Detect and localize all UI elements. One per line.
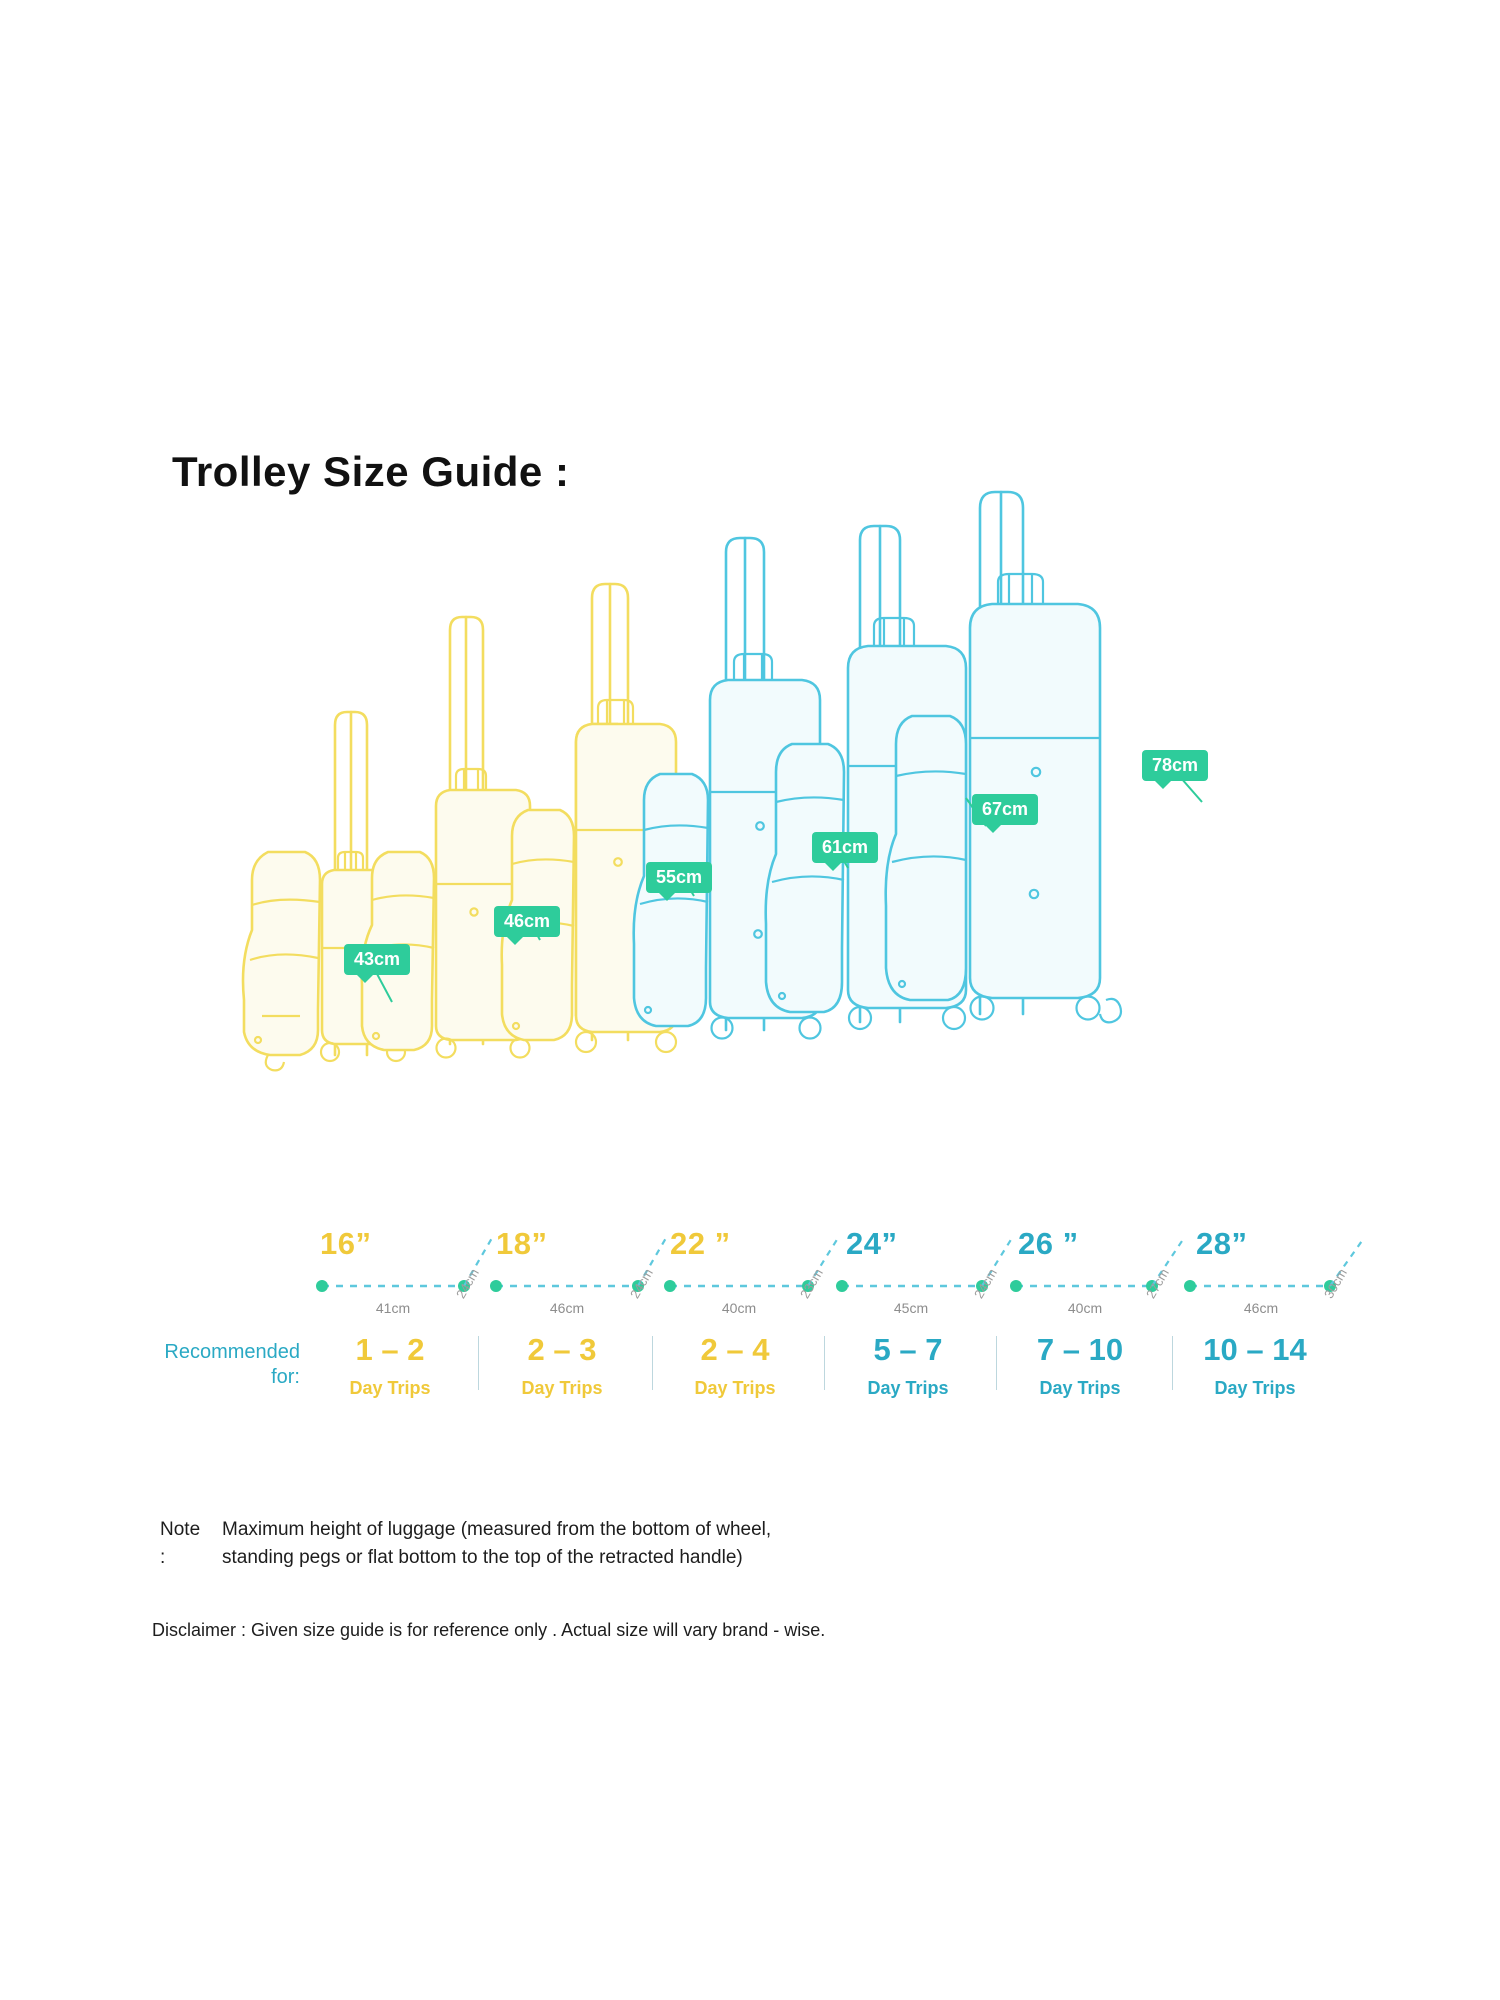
column-divider-4 bbox=[996, 1336, 997, 1390]
size-label-16in: 16” bbox=[320, 1226, 372, 1261]
width-label-26in: 40cm bbox=[1067, 1300, 1103, 1316]
recommended-for-label bbox=[140, 1340, 300, 1390]
days-text-22in: Day Trips bbox=[694, 1378, 776, 1398]
depth-label-26in: 27cm bbox=[1143, 1265, 1172, 1301]
callout-78cm: 78cm bbox=[1142, 750, 1208, 781]
luggage-28in bbox=[886, 492, 1121, 1022]
callout-46cm: 46cm bbox=[494, 906, 560, 937]
days-text-18in: Day Trips bbox=[521, 1378, 603, 1398]
recommended-for-line2: for: bbox=[271, 1366, 300, 1388]
days-text-16in: Day Trips bbox=[349, 1378, 431, 1398]
width-label-28in: 46cm bbox=[1243, 1300, 1279, 1316]
callout-61cm: 61cm bbox=[812, 832, 878, 863]
note-body bbox=[222, 1516, 982, 1571]
depth-label-28in: 30cm bbox=[1321, 1265, 1350, 1301]
size-label-24in: 24” bbox=[846, 1226, 898, 1261]
page-title: Trolley Size Guide : bbox=[172, 448, 570, 495]
days-number-28in: 10 – 14 bbox=[1203, 1332, 1307, 1367]
callout-67cm: 67cm bbox=[972, 794, 1038, 825]
days-number-18in: 2 – 3 bbox=[527, 1332, 597, 1367]
days-number-24in: 5 – 7 bbox=[873, 1332, 943, 1367]
days-number-26in: 7 – 10 bbox=[1036, 1332, 1124, 1367]
note-label: Note : bbox=[160, 1519, 201, 1568]
callout-43cm: 43cm bbox=[344, 944, 410, 975]
size-label-28in: 28” bbox=[1196, 1226, 1248, 1261]
width-label-16in: 41cm bbox=[375, 1300, 411, 1316]
column-divider-5 bbox=[1172, 1336, 1173, 1390]
size-label-26in: 26 ” bbox=[1018, 1226, 1079, 1261]
column-divider-3 bbox=[824, 1336, 825, 1390]
depth-label-22in: 23cm bbox=[797, 1265, 826, 1301]
note-line-2: standing pegs or flat bottom to the top of the retracted handle) bbox=[222, 1546, 743, 1568]
days-number-22in: 2 – 4 bbox=[700, 1332, 770, 1367]
callout-55cm: 55cm bbox=[646, 862, 712, 893]
days-number-16in: 1 – 2 bbox=[355, 1332, 425, 1367]
column-divider-1 bbox=[478, 1336, 479, 1390]
recommended-for-line1: Recommended bbox=[164, 1341, 300, 1363]
days-text-26in: Day Trips bbox=[1039, 1378, 1121, 1398]
days-text-24in: Day Trips bbox=[867, 1378, 949, 1398]
width-label-18in: 46cm bbox=[549, 1300, 585, 1316]
depth-label-18in: 24cm bbox=[627, 1265, 656, 1301]
depth-label-24in: 24cm bbox=[971, 1265, 1000, 1301]
width-label-22in: 40cm bbox=[721, 1300, 757, 1316]
disclaimer-text: Disclaimer : Given size guide is for reference only . Actual size will vary brand - wise. bbox=[152, 1620, 826, 1640]
size-label-22in: 22 ” bbox=[670, 1226, 731, 1261]
note-line-1: Maximum height of luggage (measured from the bottom of wheel, bbox=[222, 1519, 772, 1540]
days-text-28in: Day Trips bbox=[1214, 1378, 1296, 1398]
column-divider-2 bbox=[652, 1336, 653, 1390]
width-label-24in: 45cm bbox=[893, 1300, 929, 1316]
size-label-18in: 18” bbox=[496, 1226, 548, 1261]
depth-label-16in: 24cm bbox=[453, 1265, 482, 1301]
